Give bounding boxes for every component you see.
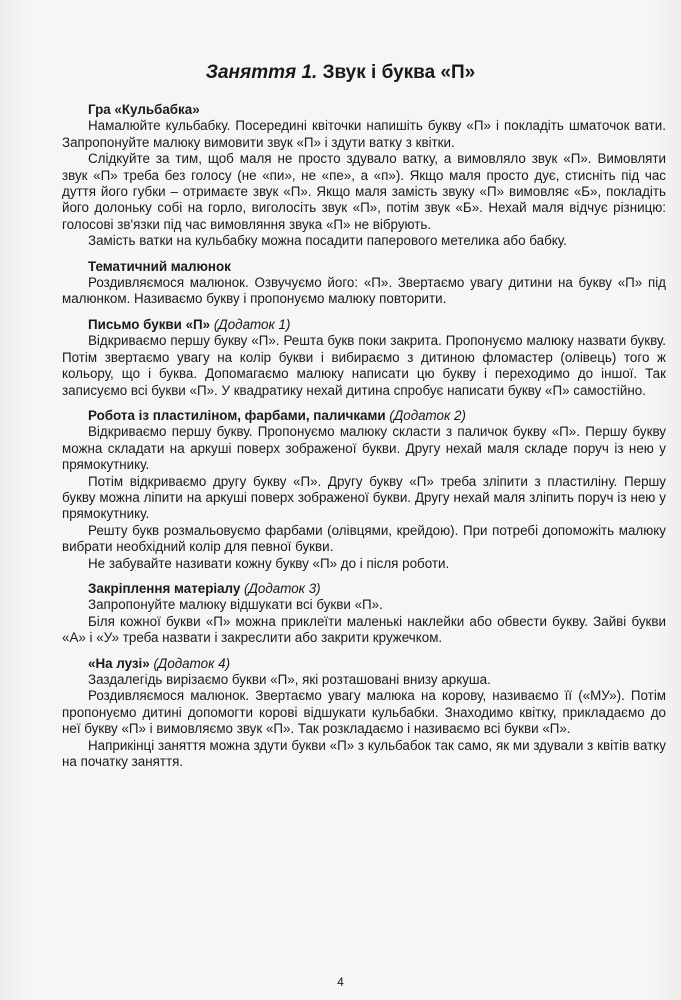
section-heading: Закріплення матеріалу (Додаток 3) [88,580,321,596]
lesson-content [62,102,666,779]
paragraph: Решту букв розмальовуємо фарбами (олівцями, крейдою). При потребі допоможіть малюку вибрати необхідний колір для певної букви. [62,522,666,555]
paragraph: Слідкуйте за тим, щоб маля не просто здувало ватку, а вимовляло звук «П». Вимовляти звук «П» треба без голосу (не «пи», не «пе», а «п»). Якщо маля просто дує, стисніть під час дуття його губки – отримаєте звук «П». Якщо маля замість звуку «П» вимовляє «Б», покладіть його долоньку собі на горло, виголосіть звук «П», потім звук «Б». Нехай маля відчує різницю: голосові зв'язки під час вимовляння звука «П» не вібрують. [62,151,666,232]
section-heading: Тематичний малюнок [88,258,231,274]
paragraph: Відкриваємо першу букву «П». Решта букв поки закрита. Пропонуємо малюку назвати букву. Потім звертаємо увагу на колір букви і вибираємо з дитиною фломастер (олівець) того ж кольору, що і буква. Допомагаємо малюку написати цю букву і переходимо до іншої. Так записуємо всі букви «П». У квадратику нехай дитина спробує написати букву «П» самостійно. [62,333,666,398]
section-dandelion-game [62,102,666,250]
paragraph: Біля кожної букви «П» можна приклеїти маленькі наклейки або обвести букву. Зайві букви «А» і «У» треба назвати і закреслити або закрити кружечком. [62,613,666,646]
section-heading: Робота із пластиліном, фарбами, паличками (Додаток 2) [88,407,466,423]
section-reinforcement [62,581,666,647]
section-on-the-meadow [62,656,666,771]
section-heading: Письмо букви «П» (Додаток 1) [88,316,291,332]
paragraph: Відкриваємо першу букву. Пропонуємо малюку скласти з паличок букву «П». Першу букву можна складати на аркуші поверх зображеної букви. Другу нехай маля складе поруч із нею у прямокутнику. [62,424,666,473]
section-letter-writing [62,317,666,399]
paragraph: Не забувайте називати кожну букву «П» до і після роботи. [88,555,450,571]
paragraph: Замість ватки на кульбабку можна посадити паперового метелика або бабку. [88,233,567,249]
paragraph: Намалюйте кульбабку. Посередині квіточки напишіть букву «П» і покладіть шматочок вати. Запропонуйте малюку вимовити звук «П» і здути ватку з квітки. [62,118,666,150]
title-text: Звук і буква «П» [317,62,476,83]
paragraph: Потім відкриваємо другу букву «П». Другу букву «П» треба зліпити з пластиліну. Першу букву можна ліпити на аркуші поверх зображеної букви. Другу нехай маля зліпить поруч із нею у прямокутнику. [62,473,666,522]
page-number: 4 [337,975,344,989]
paragraph: Заздалегідь вирізаємо букви «П», які розташовані внизу аркуша. [88,672,491,687]
section-heading: «На лузі» (Додаток 4) [88,655,231,671]
section-heading: Гра «Кульбабка» [88,102,200,117]
paragraph: Запропонуйте малюку відшукати всі букви «П». [88,597,383,613]
section-thematic-picture [62,259,666,308]
page-title [0,62,681,84]
section-plasticine-work [62,408,666,572]
title-lesson-number: Заняття 1. [205,62,318,83]
paragraph: Роздивляємося малюнок. Звертаємо увагу малюка на корову, називаємо її («МУ»). Потім пропонуємо дитині допомогти корові відшукати кульбабки. Знаходимо квітку, прикладаємо до неї букву «П» і вимовляємо звук «П». Так розкладаємо і називаємо всі букви «П». [62,688,666,737]
paragraph: Наприкінці заняття можна здути букви «П» з кульбабок так само, як ми здували з квітів ватку на початку заняття. [62,737,666,770]
paragraph: Роздивляємося малюнок. Озвучуємо його: «П». Звертаємо увагу дитини на букву «П» під малюнком. Називаємо букву і пропонуємо малюку повторити. [62,275,666,307]
